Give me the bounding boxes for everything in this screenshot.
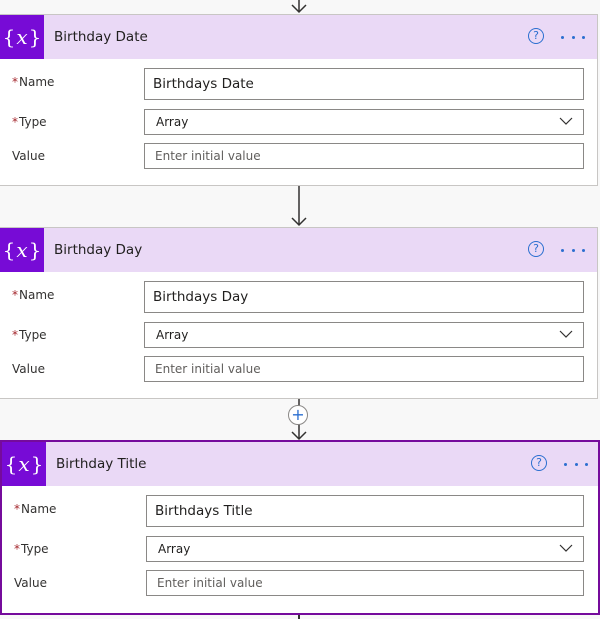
value-input[interactable]: Enter initial value xyxy=(146,570,584,596)
value-input[interactable]: Enter initial value xyxy=(144,356,584,382)
more-options-icon[interactable] xyxy=(564,454,588,474)
card-header[interactable] xyxy=(2,442,598,486)
initialize-variable-card-birthday-date[interactable] xyxy=(0,14,598,186)
value-input[interactable]: Enter initial value xyxy=(144,143,584,169)
variable-icon: { x } xyxy=(0,15,44,59)
card-title: Birthday Day xyxy=(54,242,143,258)
value-label: Value xyxy=(12,149,45,163)
type-select[interactable]: Array xyxy=(146,536,584,562)
chevron-down-icon xyxy=(559,543,573,553)
insert-step-plus-icon[interactable]: + xyxy=(288,405,308,425)
help-icon[interactable]: ? xyxy=(531,455,547,471)
type-select[interactable]: Array xyxy=(144,322,584,348)
card-header[interactable] xyxy=(0,228,597,272)
name-label: *Name xyxy=(14,502,57,516)
variable-icon: { x } xyxy=(2,442,46,486)
type-label: *Type xyxy=(14,542,49,556)
initialize-variable-card-birthday-day[interactable] xyxy=(0,227,598,399)
name-input[interactable]: Birthdays Date xyxy=(144,68,584,100)
card-body xyxy=(0,272,597,398)
more-options-icon[interactable] xyxy=(561,27,585,47)
name-input[interactable]: Birthdays Title xyxy=(146,495,584,527)
card-body xyxy=(2,486,598,612)
chevron-down-icon xyxy=(559,116,573,126)
connector-line xyxy=(298,615,300,619)
card-title: Birthday Date xyxy=(54,29,148,45)
type-label: *Type xyxy=(12,328,47,342)
help-icon[interactable]: ? xyxy=(528,28,544,44)
name-input[interactable]: Birthdays Day xyxy=(144,281,584,313)
value-label: Value xyxy=(14,576,47,590)
card-header[interactable] xyxy=(0,15,597,59)
name-label: *Name xyxy=(12,75,55,89)
help-icon[interactable]: ? xyxy=(528,241,544,257)
type-label: *Type xyxy=(12,115,47,129)
card-body xyxy=(0,59,597,185)
connector-arrow-icon xyxy=(290,186,308,227)
more-options-icon[interactable] xyxy=(561,240,585,260)
name-label: *Name xyxy=(12,288,55,302)
type-select[interactable]: Array xyxy=(144,109,584,135)
card-title: Birthday Title xyxy=(56,456,147,472)
initialize-variable-card-birthday-title[interactable] xyxy=(0,440,600,615)
connector-arrow-icon xyxy=(290,0,308,14)
chevron-down-icon xyxy=(559,329,573,339)
variable-icon: { x } xyxy=(0,228,44,272)
value-label: Value xyxy=(12,362,45,376)
